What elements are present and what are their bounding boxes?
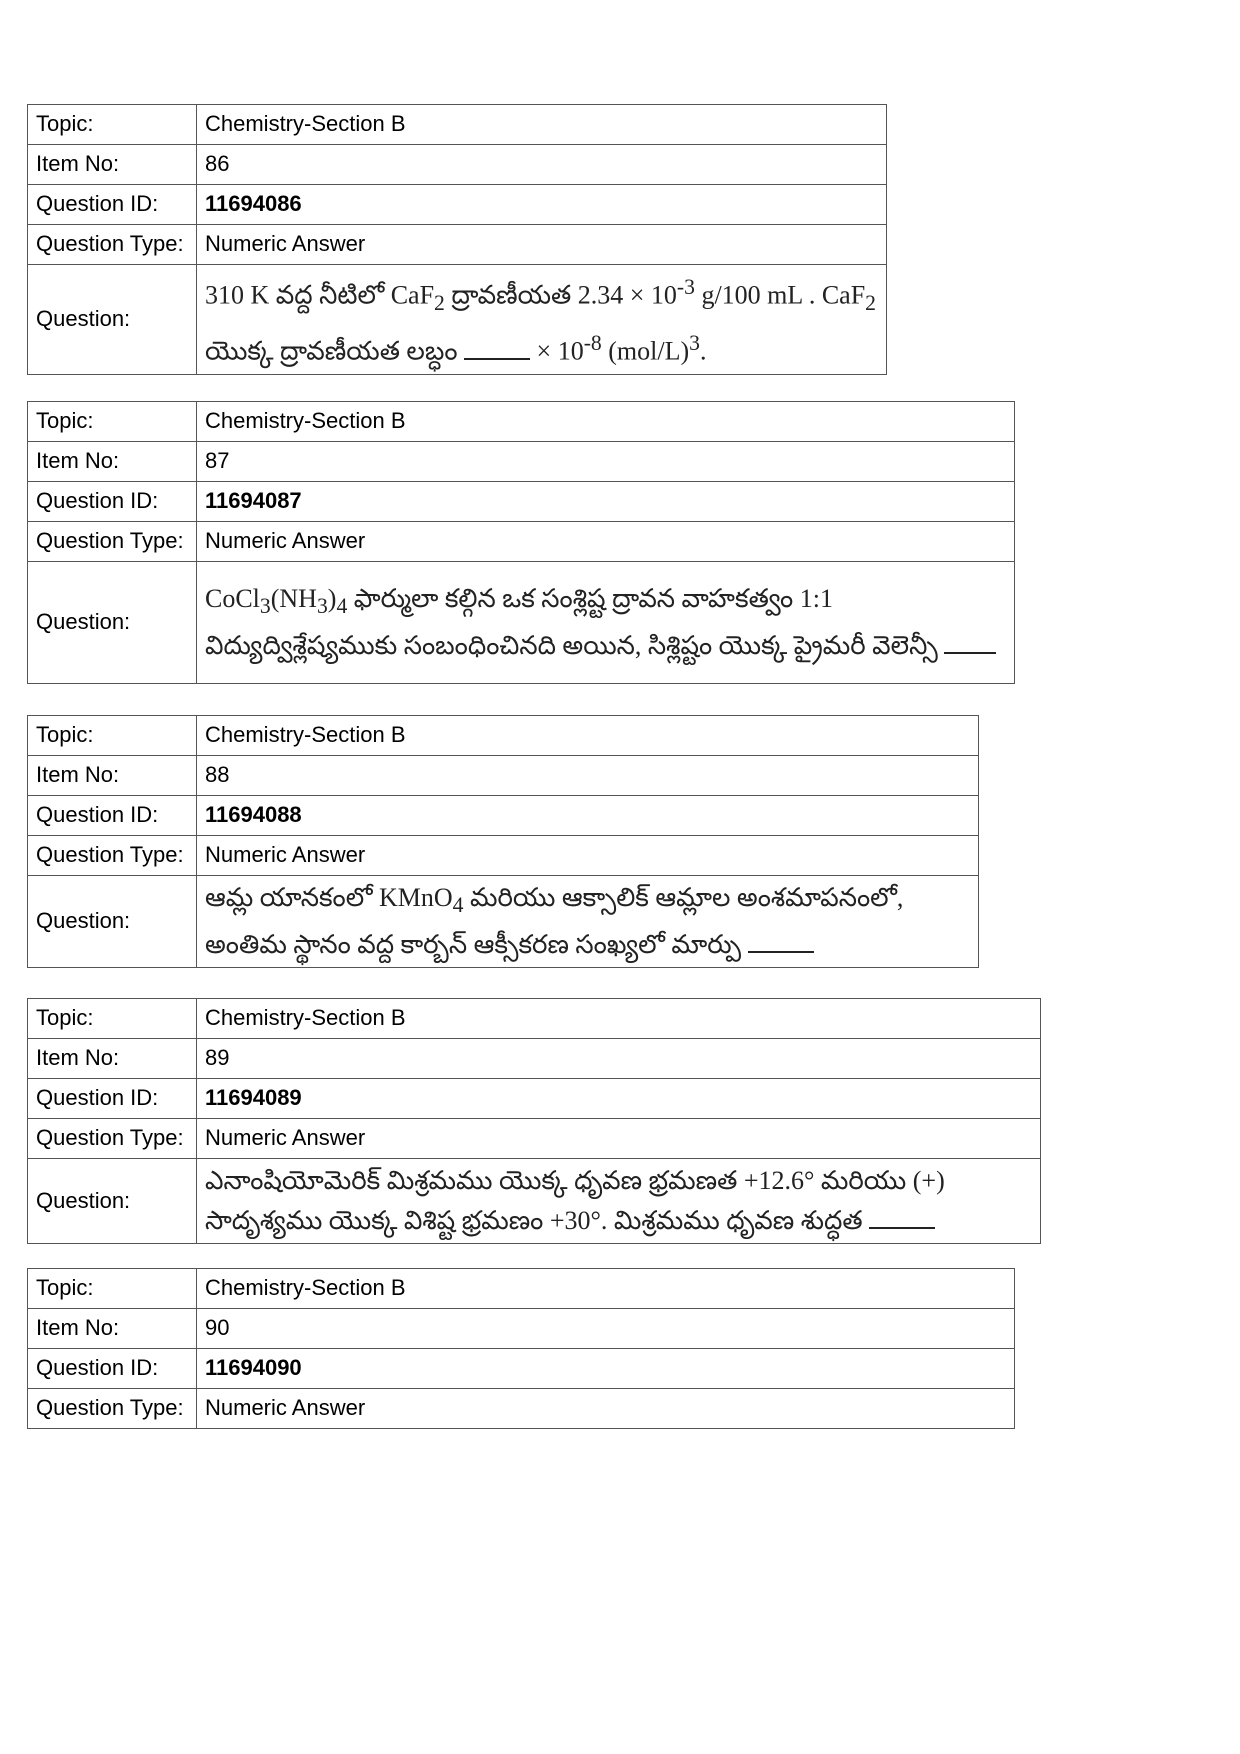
q-subscript: 2 <box>865 290 876 315</box>
q-subscript: 4 <box>336 594 348 619</box>
topic-value: Chemistry-Section B <box>197 402 1015 442</box>
q-text-part: (mol/L) <box>601 336 690 366</box>
topic-value: Chemistry-Section B <box>197 716 979 756</box>
question-id-label: Question ID: <box>28 482 197 522</box>
question-type-value: Numeric Answer <box>197 522 1015 562</box>
q-text-part: ఆమ్ల యానకంలో KMnO <box>205 883 453 912</box>
question-id-row <box>28 1079 1041 1119</box>
question-id-row <box>28 185 887 225</box>
question-id-label: Question ID: <box>28 185 197 225</box>
q-text-part: g/100 mL . CaF <box>694 280 866 310</box>
question-type-value: Numeric Answer <box>197 836 979 876</box>
item-no-value: 86 <box>197 145 887 185</box>
question-type-label: Question Type: <box>28 1389 197 1429</box>
q-superscript: -3 <box>676 275 695 299</box>
q-subscript: 2 <box>434 290 445 315</box>
question-type-row <box>28 522 1015 562</box>
topic-label: Topic: <box>28 999 197 1039</box>
item-no-label: Item No: <box>28 442 197 482</box>
answer-blank <box>748 929 814 953</box>
question-type-label: Question Type: <box>28 1119 197 1159</box>
item-no-label: Item No: <box>28 1309 197 1349</box>
question-id-row <box>28 796 979 836</box>
q-text-part: × 10 <box>530 336 584 366</box>
q-subscript: 3 <box>259 594 271 619</box>
topic-row <box>28 999 1041 1039</box>
topic-label: Topic: <box>28 1269 197 1309</box>
item-no-row <box>28 756 979 796</box>
answer-blank <box>944 630 996 654</box>
q-subscript: 3 <box>316 594 328 619</box>
question-label: Question: <box>28 1159 197 1244</box>
question-row <box>28 562 1015 684</box>
topic-row <box>28 105 887 145</box>
q-text-part: CoCl <box>205 583 260 613</box>
answer-blank <box>464 336 530 360</box>
question-type-label: Question Type: <box>28 225 197 265</box>
item-no-label: Item No: <box>28 756 197 796</box>
question-id-row <box>28 1349 1015 1389</box>
question-label: Question: <box>28 562 197 684</box>
question-id-label: Question ID: <box>28 796 197 836</box>
question-text <box>197 1159 1041 1244</box>
item-no-row <box>28 1039 1041 1079</box>
q-superscript: 3 <box>689 330 700 355</box>
question-type-value: Numeric Answer <box>197 1119 1041 1159</box>
question-id-value: 11694089 <box>197 1079 1041 1119</box>
q-superscript: -8 <box>583 330 602 355</box>
question-label: Question: <box>28 876 197 968</box>
q-text-part: (NH <box>270 583 317 613</box>
topic-value: Chemistry-Section B <box>197 105 887 145</box>
question-row <box>28 1159 1041 1244</box>
question-table-90 <box>27 1268 1015 1429</box>
question-table-87 <box>27 401 1015 684</box>
question-id-value: 11694087 <box>197 482 1015 522</box>
question-table-88 <box>27 715 979 968</box>
question-type-row <box>28 1119 1041 1159</box>
item-no-value: 87 <box>197 442 1015 482</box>
question-label: Question: <box>28 265 197 375</box>
question-table-86 <box>27 104 887 375</box>
item-no-row <box>28 145 887 185</box>
question-type-row <box>28 1389 1015 1429</box>
topic-value: Chemistry-Section B <box>197 999 1041 1039</box>
item-no-value: 89 <box>197 1039 1041 1079</box>
item-no-value: 88 <box>197 756 979 796</box>
question-id-value: 11694090 <box>197 1349 1015 1389</box>
question-id-row <box>28 482 1015 522</box>
question-type-row <box>28 836 979 876</box>
question-type-label: Question Type: <box>28 522 197 562</box>
q-text-part: 310 K వద్ద నీటిలో CaF <box>205 280 435 310</box>
question-row <box>28 876 979 968</box>
item-no-label: Item No: <box>28 1039 197 1079</box>
question-row <box>28 265 887 375</box>
question-id-label: Question ID: <box>28 1349 197 1389</box>
topic-label: Topic: <box>28 716 197 756</box>
question-type-value: Numeric Answer <box>197 225 887 265</box>
question-id-value: 11694088 <box>197 796 979 836</box>
q-text-part: ) <box>327 583 337 613</box>
q-text-part: . <box>699 336 707 366</box>
question-id-label: Question ID: <box>28 1079 197 1119</box>
q-text-part: ద్రావణీయత 2.34 × 10 <box>444 280 677 310</box>
topic-value: Chemistry-Section B <box>197 1269 1015 1309</box>
item-no-row <box>28 442 1015 482</box>
topic-row <box>28 716 979 756</box>
topic-label: Topic: <box>28 402 197 442</box>
item-no-label: Item No: <box>28 145 197 185</box>
q-text-part: యొక్క ద్రావణీయత లబ్ధం <box>205 336 465 366</box>
question-text <box>197 876 979 968</box>
item-no-row <box>28 1309 1015 1349</box>
question-text <box>197 265 887 375</box>
question-type-label: Question Type: <box>28 836 197 876</box>
answer-blank <box>869 1205 935 1229</box>
topic-label: Topic: <box>28 105 197 145</box>
item-no-value: 90 <box>197 1309 1015 1349</box>
q-text-part: ఫార్ములా కల్గిన ఒక సంశ్లిష్ట ద్రావన వాహకత్వం 1:1 విద్యుద్విశ్లేష్యముకు సంబంధించినది అయిన, సిశ్లిష్టం యొక్క ప్రైమరీ వెలెన్సీ <box>205 583 945 661</box>
question-table-89 <box>27 998 1041 1244</box>
question-id-value: 11694086 <box>197 185 887 225</box>
q-text-part: ఎనాంషియోమెరిక్ మిశ్రమము యొక్క ధృవణ భ్రమణత +12.6° మరియు (+) సాదృశ్యము యొక్క విశిష్ట భ్రమణం +30°. మిశ్రమము ధృవణ శుద్ధత <box>205 1166 945 1235</box>
topic-row <box>28 402 1015 442</box>
q-subscript: 4 <box>452 893 464 918</box>
question-type-row <box>28 225 887 265</box>
question-type-value: Numeric Answer <box>197 1389 1015 1429</box>
topic-row <box>28 1269 1015 1309</box>
q-text-part: మరియు ఆక్సాలిక్ ఆమ్లాల అంశమాపనంలో, అంతిమ స్థానం వద్ద కార్బన్ ఆక్సీకరణ సంఖ్యలో మార్పు <box>205 883 904 960</box>
question-text <box>197 562 1015 684</box>
